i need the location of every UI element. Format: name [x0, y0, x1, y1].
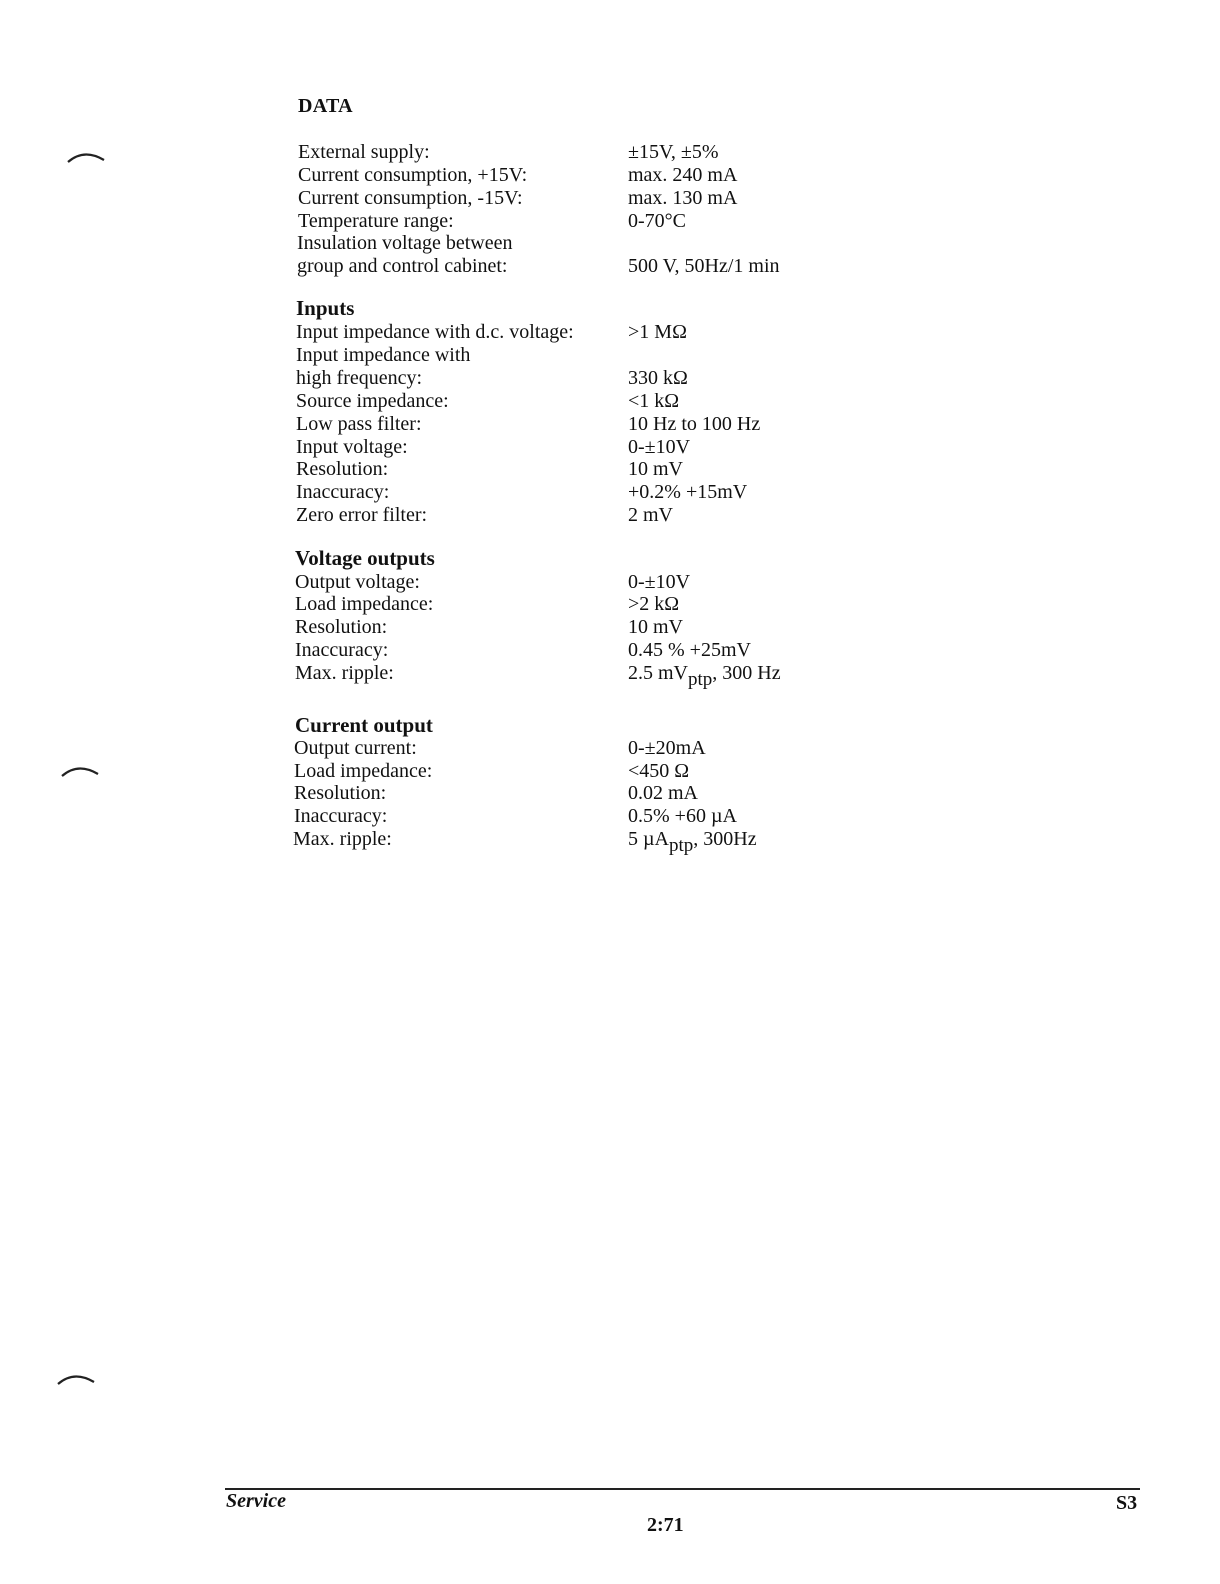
spec-row [0, 390, 1220, 413]
spec-row [0, 255, 1220, 278]
spec-value-with-subscript [628, 662, 781, 690]
spec-label: Input impedance with d.c. voltage: [296, 321, 574, 343]
value-after: , 300 Hz [712, 662, 781, 684]
spec-row [0, 367, 1220, 390]
spec-row [0, 187, 1220, 210]
spec-row [0, 413, 1220, 436]
spec-value: 0.45 % +25mV [628, 639, 751, 661]
binder-hole-mark-bottom [56, 1370, 96, 1388]
spec-label: Current consumption, -15V: [298, 187, 523, 209]
value-main: 5 µA [628, 828, 669, 850]
spec-row [0, 616, 1220, 639]
spec-row [0, 571, 1220, 594]
spec-value: 2 mV [628, 504, 673, 526]
value-after: , 300Hz [693, 828, 757, 850]
spec-row [0, 344, 1220, 367]
spec-label: Inaccuracy: [294, 805, 388, 827]
spec-row [0, 782, 1220, 805]
spec-label: Inaccuracy: [296, 481, 390, 503]
spec-value: 10 mV [628, 616, 683, 638]
page-title: DATA [298, 95, 353, 117]
value-subscript: ptp [688, 669, 713, 690]
spec-value: +0.2% +15mV [628, 481, 748, 503]
spec-label: Inaccuracy: [295, 639, 389, 661]
spec-value: max. 130 mA [628, 187, 738, 209]
spec-row [0, 141, 1220, 164]
spec-row [0, 436, 1220, 459]
spec-label: high frequency: [296, 367, 423, 389]
spec-value: 10 Hz to 100 Hz [628, 413, 761, 435]
section-heading: Current output [295, 713, 433, 737]
spec-label: group and control cabinet: [297, 255, 508, 277]
spec-label: Zero error filter: [296, 504, 428, 526]
footer-document-code: S3 [1116, 1492, 1138, 1514]
spec-row [0, 760, 1220, 783]
footer-page-number: 2:71 [647, 1514, 684, 1536]
spec-value: 0.02 mA [628, 782, 698, 804]
spec-label: Temperature range: [298, 210, 454, 232]
spec-label: Output voltage: [295, 571, 420, 593]
spec-row [0, 458, 1220, 481]
spec-row [0, 164, 1220, 187]
spec-row [0, 210, 1220, 233]
spec-value: 330 kΩ [628, 367, 688, 389]
spec-row [0, 737, 1220, 760]
section-heading: Voltage outputs [295, 546, 435, 570]
spec-label: Resolution: [296, 458, 389, 480]
spec-label: Low pass filter: [296, 413, 422, 435]
spec-row [0, 593, 1220, 616]
spec-label: Load impedance: [294, 760, 433, 782]
spec-label: Max. ripple: [293, 828, 392, 850]
value-subscript: ptp [668, 835, 694, 856]
spec-label: Max. ripple: [295, 662, 394, 684]
spec-value: <1 kΩ [628, 390, 680, 412]
spec-row [0, 639, 1220, 662]
spec-row [0, 828, 1220, 856]
spec-value: max. 240 mA [628, 164, 738, 186]
footer-section-name: Service [226, 1490, 286, 1512]
spec-value: 500 V, 50Hz/1 min [628, 255, 780, 277]
spec-label: Input impedance with [296, 344, 471, 366]
spec-value: 0-±20mA [628, 737, 706, 759]
spec-value: 0-70°C [628, 210, 686, 232]
spec-value: 10 mV [628, 458, 683, 480]
spec-label: External supply: [298, 141, 430, 163]
spec-label: Resolution: [294, 782, 387, 804]
spec-value: >1 MΩ [628, 321, 687, 343]
spec-label: Output current: [294, 737, 417, 759]
spec-row [0, 481, 1220, 504]
spec-value: <450 Ω [628, 760, 690, 782]
spec-row [0, 504, 1220, 527]
spec-value: ±15V, ±5% [628, 141, 719, 163]
spec-value-with-subscript [628, 828, 757, 856]
spec-value: 0-±10V [628, 571, 691, 593]
value-main: 2.5 mV [628, 662, 688, 684]
spec-value: 0-±10V [628, 436, 691, 458]
spec-label: Resolution: [295, 616, 388, 638]
spec-row [0, 232, 1220, 255]
spec-row [0, 321, 1220, 344]
spec-value: 0.5% +60 µA [628, 805, 737, 827]
section-heading: Inputs [296, 296, 355, 320]
spec-row [0, 805, 1220, 828]
spec-label: Current consumption, +15V: [298, 164, 528, 186]
spec-value: >2 kΩ [628, 593, 680, 615]
spec-label: Load impedance: [295, 593, 434, 615]
footer-divider [225, 1488, 1140, 1490]
spec-label: Insulation voltage between [297, 232, 513, 254]
spec-row [0, 662, 1220, 690]
spec-label: Source impedance: [296, 390, 449, 412]
spec-label: Input voltage: [296, 436, 408, 458]
